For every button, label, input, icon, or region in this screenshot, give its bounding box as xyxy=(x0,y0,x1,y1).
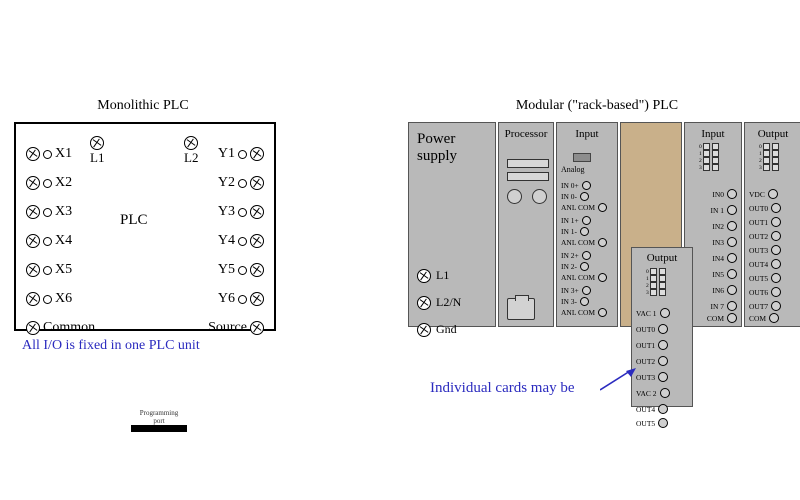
pin-output-com[interactable] xyxy=(769,313,779,323)
terminal-screw-y4[interactable] xyxy=(250,234,264,248)
input-label-in6: IN6 xyxy=(712,285,724,295)
ps-label-l2n: L2/N xyxy=(436,295,462,309)
rc-led-3b xyxy=(659,289,666,296)
terminal-screw-y1[interactable] xyxy=(250,147,264,161)
output-label-vdc: VDC xyxy=(749,189,765,199)
analog-input-title: Input xyxy=(575,128,599,140)
output-label-out6: OUT6 xyxy=(749,287,769,297)
input-label-in1: IN 1 xyxy=(710,205,724,215)
analog-label-in0n: IN 0- xyxy=(561,192,578,201)
pin-output-out3[interactable] xyxy=(771,245,781,255)
input-led-1b xyxy=(712,150,719,157)
pin-rc-out4[interactable] xyxy=(658,404,668,414)
rc-label-out3: OUT3 xyxy=(636,372,656,382)
pin-rc-out1[interactable] xyxy=(658,340,668,350)
rc-led-num-3: 3 xyxy=(646,289,649,296)
terminal-screw-common[interactable] xyxy=(26,321,40,335)
pin-output-out5[interactable] xyxy=(771,273,781,283)
rc-label-out4: OUT4 xyxy=(636,404,656,414)
output-label-out4: OUT4 xyxy=(749,259,769,269)
input-label-in4: IN4 xyxy=(712,253,724,263)
output-led-0b xyxy=(772,143,779,150)
pin-output-out4[interactable] xyxy=(771,259,781,269)
processor-slot-1 xyxy=(507,159,549,168)
terminal-screw-y3[interactable] xyxy=(250,205,264,219)
label-source: Source xyxy=(208,320,247,335)
input-led-3b xyxy=(712,164,719,171)
analog-label-in2p: IN 2+ xyxy=(561,251,579,260)
input-led-0a xyxy=(703,143,710,150)
terminal-screw-ps-l2n[interactable] xyxy=(417,296,431,310)
pin-in0p[interactable] xyxy=(582,181,591,190)
output-label-out7: OUT7 xyxy=(749,301,769,311)
processor-title: Processor xyxy=(504,128,548,140)
pin-input-in6[interactable] xyxy=(727,285,737,295)
ring-y4 xyxy=(238,237,247,246)
output-led-3a xyxy=(763,164,770,171)
output-label-out3: OUT3 xyxy=(749,245,769,255)
label-x2: X2 xyxy=(55,175,73,190)
ps-terminal-l2n[interactable] xyxy=(417,295,461,310)
label-y3: Y3 xyxy=(217,204,235,219)
pin-input-in7[interactable] xyxy=(727,301,737,311)
output-led-3b xyxy=(772,164,779,171)
modular-title: Modular ("rack-based") PLC xyxy=(515,98,679,113)
module-output-discrete[interactable] xyxy=(744,122,800,327)
power-supply-title: Power supply xyxy=(417,131,458,165)
ring-y5 xyxy=(238,266,247,275)
pin-rc-out3[interactable] xyxy=(658,372,668,382)
terminal-screw-x1[interactable] xyxy=(26,147,40,161)
output-discrete-title: Output xyxy=(757,128,789,140)
pin-output-vdc[interactable] xyxy=(768,189,778,199)
rc-led-num-1: 1 xyxy=(646,275,649,282)
rc-led-num-0: 0 xyxy=(646,268,649,275)
terminal-screw-y6[interactable] xyxy=(250,292,264,306)
terminal-screw-y2[interactable] xyxy=(250,176,264,190)
output-label-out5: OUT5 xyxy=(749,273,769,283)
input-led-block xyxy=(699,143,719,171)
ring-y3 xyxy=(238,208,247,217)
input-led-num-2: 2 xyxy=(699,157,702,164)
rc-label-out0: OUT0 xyxy=(636,324,656,334)
processor-controls[interactable] xyxy=(507,159,547,204)
pin-output-out1[interactable] xyxy=(771,217,781,227)
pin-rc-out0[interactable] xyxy=(658,324,668,334)
terminal-screw-l2[interactable] xyxy=(184,136,198,150)
processor-slot-2 xyxy=(507,172,549,181)
input-label-com: COM xyxy=(706,313,724,323)
input-led-num-0: 0 xyxy=(699,143,702,150)
pin-in2p[interactable] xyxy=(582,251,591,260)
module-input-analog[interactable] xyxy=(556,122,618,327)
pointer-arrow-icon xyxy=(600,368,636,392)
label-x3: X3 xyxy=(55,204,73,219)
label-l1: L1 xyxy=(90,150,105,165)
terminal-screw-ps-l1[interactable] xyxy=(417,269,431,283)
removable-card-title: Output xyxy=(646,252,678,264)
rc-label-vac2: VAC 2 xyxy=(636,388,657,398)
rc-label-out1: OUT1 xyxy=(636,340,656,350)
output-led-0a xyxy=(763,143,770,150)
module-power-supply[interactable] xyxy=(408,122,496,336)
rc-led-1b xyxy=(659,275,666,282)
terminal-screw-source[interactable] xyxy=(250,321,264,335)
ring-x6 xyxy=(43,295,52,304)
rc-led-num-2: 2 xyxy=(646,282,649,289)
analog-label-com2: ANL COM xyxy=(561,273,596,282)
rc-led-2a xyxy=(650,282,657,289)
monolithic-title: Monolithic PLC xyxy=(97,98,189,113)
label-y1: Y1 xyxy=(217,146,235,161)
analog-label-in0p: IN 0+ xyxy=(561,181,579,190)
processor-knob-2[interactable] xyxy=(532,189,547,204)
pin-in1n[interactable] xyxy=(580,227,589,236)
rc-led-3a xyxy=(650,289,657,296)
label-x4: X4 xyxy=(55,233,73,248)
pin-in3n[interactable] xyxy=(580,297,589,306)
rc-led-0b xyxy=(659,268,666,275)
modular-plc-rack xyxy=(408,122,789,336)
pin-in0n[interactable] xyxy=(580,192,589,201)
pin-input-in5[interactable] xyxy=(727,269,737,279)
pin-output-out7[interactable] xyxy=(771,301,781,311)
analog-label-in1p: IN 1+ xyxy=(561,216,579,225)
terminal-screw-x5[interactable] xyxy=(26,263,40,277)
pin-in1p[interactable] xyxy=(582,216,591,225)
label-x5: X5 xyxy=(55,262,73,277)
input-label-in2: IN2 xyxy=(712,221,724,231)
rc-led-2b xyxy=(659,282,666,289)
ring-x1 xyxy=(43,150,52,159)
rc-led-0a xyxy=(650,268,657,275)
label-y5: Y5 xyxy=(217,262,235,277)
pin-input-in3[interactable] xyxy=(727,237,737,247)
analog-label: Analog xyxy=(561,165,585,174)
ring-y2 xyxy=(238,179,247,188)
programming-port-connector xyxy=(131,425,187,432)
power-supply-terminals xyxy=(417,268,461,349)
terminal-screw-y5[interactable] xyxy=(250,263,264,277)
output-label-out1: OUT1 xyxy=(749,217,769,227)
pin-rc-vac2[interactable] xyxy=(660,388,670,398)
output-label-out2: OUT2 xyxy=(749,231,769,241)
processor-port[interactable] xyxy=(507,298,535,320)
output-led-num-3: 3 xyxy=(759,164,762,171)
rc-label-out5: OUT5 xyxy=(636,418,656,428)
pin-rc-vac1[interactable] xyxy=(660,308,670,318)
terminal-screw-x4[interactable] xyxy=(26,234,40,248)
output-led-block xyxy=(759,143,779,171)
pin-in3p[interactable] xyxy=(582,286,591,295)
pin-output-out2[interactable] xyxy=(771,231,781,241)
pin-input-in4[interactable] xyxy=(727,253,737,263)
output-led-2a xyxy=(763,157,770,164)
pin-input-in0[interactable] xyxy=(727,189,737,199)
pin-com0[interactable] xyxy=(598,203,607,212)
module-processor[interactable] xyxy=(498,122,554,327)
rc-label-out2: OUT2 xyxy=(636,356,656,366)
label-y2: Y2 xyxy=(217,175,235,190)
removable-output-card[interactable] xyxy=(631,247,693,428)
analog-label-com0: ANL COM xyxy=(561,203,596,212)
pin-in2n[interactable] xyxy=(580,262,589,271)
terminal-screw-ps-gnd[interactable] xyxy=(417,323,431,337)
rc-label-vac1: VAC 1 xyxy=(636,308,657,318)
input-led-1a xyxy=(703,150,710,157)
pin-com2[interactable] xyxy=(598,273,607,282)
label-x6: X6 xyxy=(55,291,73,306)
rc-led-1a xyxy=(650,275,657,282)
analog-chip xyxy=(573,153,591,162)
ps-label-gnd: Gnd xyxy=(436,322,457,336)
output-led-1b xyxy=(772,150,779,157)
pin-rc-out2[interactable] xyxy=(658,356,668,366)
input-label-in5: IN5 xyxy=(712,269,724,279)
terminal-screw-l1[interactable] xyxy=(90,136,104,150)
input-led-2b xyxy=(712,157,719,164)
plc-center-label: PLC xyxy=(120,212,148,228)
output-label-out0: OUT0 xyxy=(749,203,769,213)
ring-x2 xyxy=(43,179,52,188)
ring-x4 xyxy=(43,237,52,246)
terminal-screw-x2[interactable] xyxy=(26,176,40,190)
analog-label-com3: ANL COM xyxy=(561,308,596,317)
output-label-com: COM xyxy=(749,313,767,323)
pin-output-out6[interactable] xyxy=(771,287,781,297)
ps-label-l1: L1 xyxy=(436,268,450,282)
terminal-screw-x3[interactable] xyxy=(26,205,40,219)
pin-input-in1[interactable] xyxy=(727,205,737,215)
input-led-num-1: 1 xyxy=(699,150,702,157)
pin-input-com[interactable] xyxy=(727,313,737,323)
label-y6: Y6 xyxy=(217,291,235,306)
ring-x5 xyxy=(43,266,52,275)
output-led-num-1: 1 xyxy=(759,150,762,157)
input-led-num-3: 3 xyxy=(699,164,702,171)
input-led-2a xyxy=(703,157,710,164)
programming-port-label-line1: Programming xyxy=(139,409,179,417)
label-common: Common xyxy=(43,320,96,335)
modular-caption: Individual cards may be xyxy=(430,380,575,396)
pin-rc-out5[interactable] xyxy=(658,418,668,428)
input-led-0b xyxy=(712,143,719,150)
ring-x3 xyxy=(43,208,52,217)
output-led-1a xyxy=(763,150,770,157)
output-led-num-0: 0 xyxy=(759,143,762,150)
analog-label-com1: ANL COM xyxy=(561,238,596,247)
input-label-in7: IN 7 xyxy=(710,301,724,311)
label-x1: X1 xyxy=(55,146,73,161)
pin-com3[interactable] xyxy=(598,308,607,317)
analog-label-in3p: IN 3+ xyxy=(561,286,579,295)
input-discrete-title: Input xyxy=(701,128,725,140)
label-y4: Y4 xyxy=(217,233,235,248)
removable-card-led-block xyxy=(646,268,666,296)
pin-input-in2[interactable] xyxy=(727,221,737,231)
ps-terminal-gnd[interactable] xyxy=(417,322,461,337)
analog-label-in2n: IN 2- xyxy=(561,262,578,271)
input-label-in0: IN0 xyxy=(712,189,724,199)
pin-com1[interactable] xyxy=(598,238,607,247)
pin-output-out0[interactable] xyxy=(771,203,781,213)
terminal-screw-x6[interactable] xyxy=(26,292,40,306)
programming-port-label-line2: port xyxy=(153,416,165,425)
input-led-3a xyxy=(703,164,710,171)
output-led-num-2: 2 xyxy=(759,157,762,164)
ring-y1 xyxy=(238,150,247,159)
analog-label-in3n: IN 3- xyxy=(561,297,578,306)
input-label-in3: IN3 xyxy=(712,237,724,247)
ring-y6 xyxy=(238,295,247,304)
programming-port[interactable] xyxy=(131,409,187,432)
analog-label-in1n: IN 1- xyxy=(561,227,578,236)
label-l2: L2 xyxy=(184,150,199,165)
processor-knob-1[interactable] xyxy=(507,189,522,204)
monolithic-caption: All I/O is fixed in one PLC unit xyxy=(22,338,200,353)
output-led-2b xyxy=(772,157,779,164)
ps-terminal-l1[interactable] xyxy=(417,268,461,283)
